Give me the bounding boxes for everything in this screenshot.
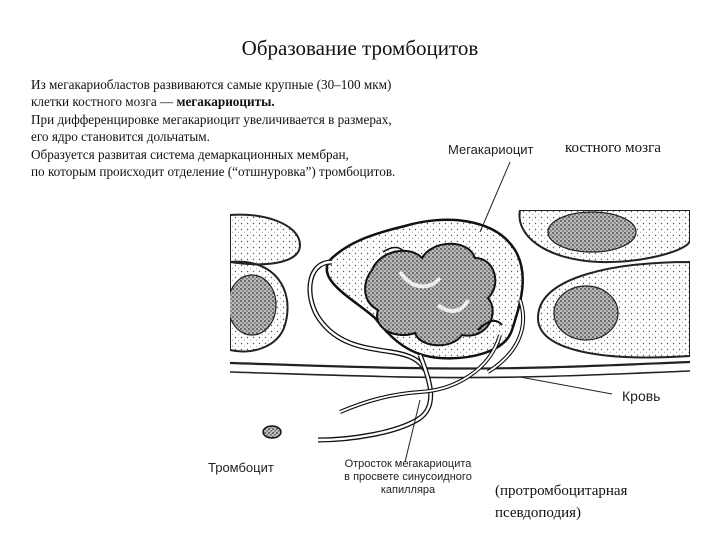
marrow-cell-nucleus: [548, 212, 636, 252]
marrow-cell: [230, 215, 300, 265]
sinusoid-wall: [230, 371, 690, 378]
lobulated-nucleus: [365, 244, 495, 346]
bone-marrow-label: костного мозга: [565, 140, 661, 156]
description-line: по которым происходит отделение (“отшнуровка”) тромбоцитов.: [31, 164, 396, 180]
megakaryocyte-cell: [327, 220, 523, 359]
description-line: При дифференцировке мегакариоцит увеличивается в размерах,: [31, 111, 392, 127]
blood-label: Кровь: [622, 388, 661, 404]
pseudopodia-note-line: (протромбоцитарная: [495, 483, 628, 499]
description-line: Из мегакариобластов развиваются самые крупные (30–100 мкм): [31, 77, 392, 92]
description-line: его ядро становится дольчатым.: [31, 129, 210, 145]
process-label: [328, 458, 488, 497]
thrombocyte: [263, 426, 281, 438]
marrow-cells-right: [519, 210, 690, 357]
page-title: Образование тромбоцитов: [241, 36, 479, 60]
pseudopodia-note: [495, 480, 627, 524]
label-leader: [480, 162, 510, 232]
description-line: Образуется развитая система демаркационных мембран,: [31, 146, 349, 162]
thrombocyte-label: Тромбоцит: [208, 460, 274, 475]
sinusoid-wall: [230, 362, 690, 369]
label-leader: [520, 377, 612, 394]
marrow-cell-nucleus: [228, 275, 276, 335]
label-leader: [405, 400, 420, 462]
process-label-line: Отросток мегакариоцита: [344, 458, 472, 470]
megakaryocyte-label: Мегакариоцит: [448, 142, 534, 157]
megakaryocyte-term: мегакариоциты.: [176, 94, 275, 110]
process-label-line: капилляра: [380, 484, 436, 496]
marrow-cells-left: [228, 215, 300, 352]
marrow-cell-nucleus: [554, 286, 618, 340]
pseudopodia-note-line: псевдоподия): [495, 505, 582, 521]
description-line-prefix: клетки костного мозга —: [31, 94, 177, 110]
process-label-line: в просвете синусоидного: [344, 471, 472, 483]
